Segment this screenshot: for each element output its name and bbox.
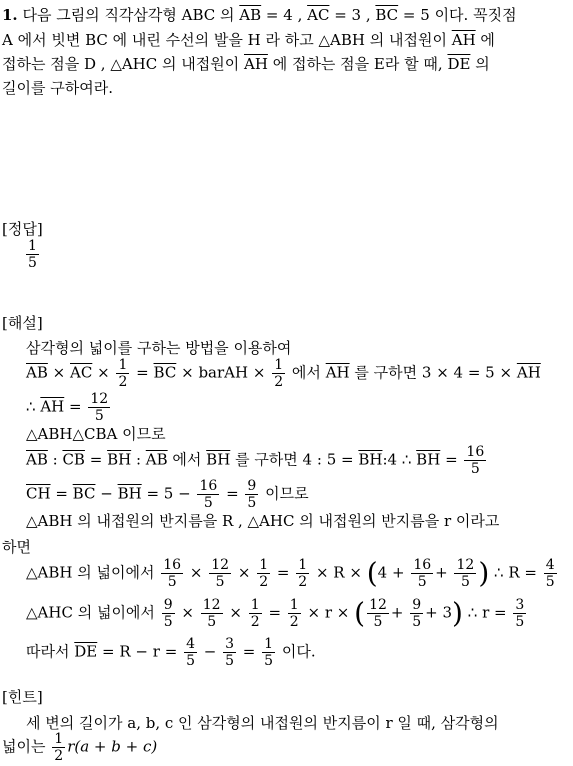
denominator: 2	[118, 374, 128, 390]
solution-text: × R ×	[315, 563, 362, 582]
fraction	[209, 557, 231, 590]
fraction	[411, 557, 433, 590]
denominator: 5	[247, 495, 257, 511]
solution-line-10: 따라서 $\overline{DE} = R - r$ = $\frac{4}{5}$ − $\frac{3}{5}$ = $\frac{1}{5}$ 이다.	[26, 636, 316, 669]
solution-text: :4 ∴	[382, 450, 412, 469]
right-paren: )	[478, 556, 490, 590]
hint-text: 넓이는	[2, 737, 46, 756]
answer-value	[24, 238, 41, 271]
numerator: 1	[250, 597, 260, 613]
denominator: 5	[373, 614, 383, 630]
segment-bh: $\overline{BH}$	[117, 484, 142, 503]
numerator: 1	[54, 731, 64, 747]
segment-ab: $\overline{AB}$	[26, 450, 48, 469]
left-paren: (	[366, 556, 378, 590]
problem-text: 에 접하는 점을 E라 할 때,	[267, 55, 448, 73]
fraction	[544, 557, 557, 590]
denominator: 2	[250, 614, 260, 630]
solution-text: + 3	[425, 603, 453, 622]
solution-text: 에서	[172, 450, 202, 469]
left-paren: (	[354, 596, 366, 630]
numerator: 16	[466, 444, 485, 460]
numerator: 3	[515, 597, 525, 613]
denominator: 5	[545, 574, 555, 590]
problem-text: 에	[475, 31, 495, 49]
problem-line-4	[2, 81, 113, 96]
numerator: 12	[202, 597, 221, 613]
denominator: 5	[94, 408, 104, 424]
equals-sign: =	[445, 450, 458, 469]
denominator: 5	[215, 574, 225, 590]
times-sign: ×	[97, 363, 110, 382]
equals-sign: =	[226, 484, 239, 503]
equals-sign: =	[242, 642, 256, 661]
segment-ch: $\overline{CH}$	[26, 484, 51, 503]
problem-text: 다음 그림의 직각삼각형 ABC 의	[22, 6, 240, 24]
denominator: 5	[203, 495, 213, 511]
segment-bh: $\overline{BH}$	[107, 450, 132, 469]
times-sign: ×	[237, 563, 251, 582]
denominator: 5	[167, 574, 177, 590]
denominator: 2	[298, 574, 308, 590]
segment-ah: $\overline{AH}$	[325, 363, 350, 382]
solution-text: 4 +	[377, 563, 405, 582]
equals-sign: =	[69, 397, 82, 416]
solution-text: ∴ r =	[467, 603, 507, 622]
numerator: 1	[264, 636, 274, 652]
denominator: 5	[186, 653, 195, 669]
answer-label: [정답]	[2, 220, 43, 238]
times-sign: ×	[181, 363, 194, 382]
times-sign: ×	[181, 603, 194, 622]
denominator: 2	[274, 374, 284, 390]
right-paren: )	[452, 596, 463, 630]
therefore-sign: ∴	[26, 397, 36, 416]
fraction	[223, 636, 236, 669]
solution-line-7b: 하면	[2, 538, 31, 556]
segment-ab: $\overline{AB}$	[26, 363, 48, 382]
denominator: 5	[225, 653, 235, 669]
numerator: 12	[456, 557, 475, 573]
fraction	[245, 478, 258, 511]
fraction	[513, 597, 526, 630]
denominator: 5	[412, 614, 422, 630]
denominator: 5	[28, 255, 37, 271]
hint-line-1: 세 변의 길이가 a, b, c 인 삼각형의 내접원의 반지름이 r 일 때, 삼각형의	[26, 714, 499, 732]
solution-text: 를 구하면 4 : 5 =	[235, 450, 354, 469]
solution-line-6: $\overline{CH} = \overline{BC} - \overline{BH} = 5$ − $\frac{16}{5}$ = $\frac{9}{5}$ 이므로	[26, 478, 309, 511]
segment-de: $\overline{DE}$	[447, 55, 471, 73]
numerator: 1	[28, 238, 37, 254]
segment-ab: $\overline{AB}$	[239, 6, 262, 24]
problem-text: A 에서 빗변 BC 에 내린 수선의 발을 H 라 하고 △ABH 의 내접원이	[2, 31, 452, 49]
segment-de: $\overline{DE}$	[74, 642, 98, 661]
solution-text: △AHC 의 넓이에서	[26, 603, 155, 622]
fraction	[296, 557, 309, 590]
solution-text: × r ×	[307, 603, 350, 622]
problem-text: = 4 ,	[261, 6, 308, 24]
solution-text: 따라서	[26, 642, 70, 661]
equals-sign: =	[268, 603, 282, 622]
numerator: 4	[186, 636, 195, 652]
numerator: 1	[118, 357, 128, 373]
numerator: 9	[163, 597, 173, 613]
numerator: 1	[274, 357, 284, 373]
numerator: 1	[259, 557, 269, 573]
segment-ah: $\overline{AH}$	[451, 31, 476, 49]
hint-formula: r(a + b + c)	[67, 737, 158, 756]
problem-text: = 5 이다. 꼭짓점	[398, 6, 517, 24]
solution-text: 이다.	[281, 642, 316, 661]
numerator: 16	[163, 557, 182, 573]
solution-text: 에서	[291, 363, 321, 382]
denominator: 2	[259, 574, 269, 590]
solution-line-3	[26, 391, 112, 424]
segment-bh: $\overline{BH}$	[206, 450, 231, 469]
segment-ah: $\overline{AH}$	[244, 55, 268, 73]
solution-text: = 5 −	[146, 484, 191, 503]
numerator: 12	[90, 391, 109, 407]
problem-line-3	[2, 57, 490, 72]
bar-ah-text: barAH	[198, 363, 249, 382]
denominator: 5	[264, 653, 274, 669]
fraction	[116, 357, 129, 390]
times-sign: ×	[189, 563, 203, 582]
equals-sign: =	[276, 563, 290, 582]
fraction	[184, 636, 197, 669]
answer-fraction	[26, 238, 39, 271]
solution-label: [해설]	[2, 314, 43, 332]
hint-line-2	[2, 731, 157, 764]
fraction	[367, 597, 389, 630]
solution-line-1: 삼각형의 넓이를 구하는 방법을 이용하여	[26, 339, 292, 357]
solution-text: △ABH 의 넓이에서	[26, 563, 155, 582]
fraction	[88, 391, 110, 424]
segment-bc: $\overline{BC}$	[153, 363, 177, 382]
denominator: 5	[460, 574, 470, 590]
equals-sign: =	[136, 363, 149, 382]
solution-line-2	[26, 357, 541, 390]
problem-text: = 3 ,	[329, 6, 376, 24]
times-sign: ×	[229, 603, 242, 622]
solution-line-8: △ABH 의 넓이에서 $\frac{16}{5}$ × $\frac{12}{5}$ × $\frac{1}{2}$ = $\frac{1}{2}$ × R × (4 + $\frac{16}{5}$ + $\frac{12}{5}$ ) ∴ R = $\frac{4}{5}$	[26, 556, 555, 590]
solution-line-7: △ABH 의 내접원의 반지름을 R , △AHC 의 내접원의 반지름을 r 이라고	[26, 512, 500, 530]
fraction	[257, 557, 270, 590]
solution-line-9: △AHC 의 넓이에서 $\frac{9}{5}$ × $\frac{12}{5}$ × $\frac{1}{2}$ = $\frac{1}{2}$ × r × ( $\frac{12}{5}$ + $\frac{9}{5}$ + 3) ∴ r = $\frac{3}{5}$	[26, 596, 525, 630]
fraction	[201, 597, 223, 630]
denominator: 5	[470, 461, 480, 477]
numerator: 12	[369, 597, 387, 613]
segment-ab: $\overline{AB}$	[145, 450, 168, 469]
times-sign: ×	[252, 363, 266, 382]
fraction	[52, 731, 65, 764]
solution-text: 이므로	[265, 484, 309, 503]
times-sign: ×	[52, 363, 66, 382]
segment-ah: $\overline{AH}$	[40, 397, 65, 416]
segment-ac: $\overline{AC}$	[70, 363, 93, 382]
numerator: 1	[289, 597, 299, 613]
problem-line-2	[2, 33, 495, 48]
denominator: 5	[163, 614, 173, 630]
segment-bh: $\overline{BH}$	[416, 450, 441, 469]
fraction	[197, 478, 219, 511]
solution-text: 를 구하면 3 × 4 = 5 ×	[354, 363, 513, 382]
solution-line-5: $\overline{AB}$ : $\overline{CB} = \overline{BH}$ : $\overline{AB}$ 에서 $\overline{BH}$ 를 구하면 4 : $5 = \overline{BH}:4$ ∴ $\overline{BH}$ = $\frac{16}{5}$	[26, 444, 485, 477]
fraction	[162, 597, 175, 630]
segment-bc: $\overline{BC}$	[375, 6, 399, 24]
numerator: 3	[225, 636, 235, 652]
denominator: 5	[417, 574, 427, 590]
fraction	[272, 357, 285, 390]
fraction	[161, 557, 183, 590]
segment-ah: $\overline{AH}$	[516, 363, 541, 382]
denominator: 2	[54, 748, 64, 764]
denominator: 5	[515, 614, 525, 630]
fraction	[262, 636, 275, 669]
problem-number: 1.	[2, 6, 18, 24]
problem-text: 의	[470, 55, 490, 73]
fraction	[464, 444, 486, 477]
numerator: 16	[199, 478, 218, 494]
problem-line-1	[2, 8, 517, 23]
solution-text: ∴ R =	[494, 563, 537, 582]
denominator: 5	[207, 614, 217, 630]
segment-ac: $\overline{AC}$	[307, 6, 330, 24]
fraction	[249, 597, 262, 630]
fraction	[288, 597, 301, 630]
numerator: 1	[298, 557, 308, 573]
numerator: 9	[412, 597, 422, 613]
solution-line-4: △ABH△CBA 이므로	[26, 425, 166, 443]
numerator: 16	[413, 557, 432, 573]
segment-bh: $\overline{BH}$	[358, 450, 383, 469]
problem-text: 접하는 점을 D , △AHC 의 내접원이	[2, 55, 244, 73]
numerator: 4	[545, 557, 555, 573]
hint-label: [힌트]	[2, 688, 43, 706]
problem-text: 길이를 구하여라.	[2, 79, 113, 97]
numerator: 12	[211, 557, 230, 573]
fraction	[454, 557, 476, 590]
denominator: 2	[289, 614, 299, 630]
numerator: 9	[247, 478, 257, 494]
fraction	[410, 597, 423, 630]
solution-text: = R − r =	[102, 642, 178, 661]
segment-cb: $\overline{CB}$	[62, 450, 85, 469]
segment-bc: $\overline{BC}$	[72, 484, 96, 503]
